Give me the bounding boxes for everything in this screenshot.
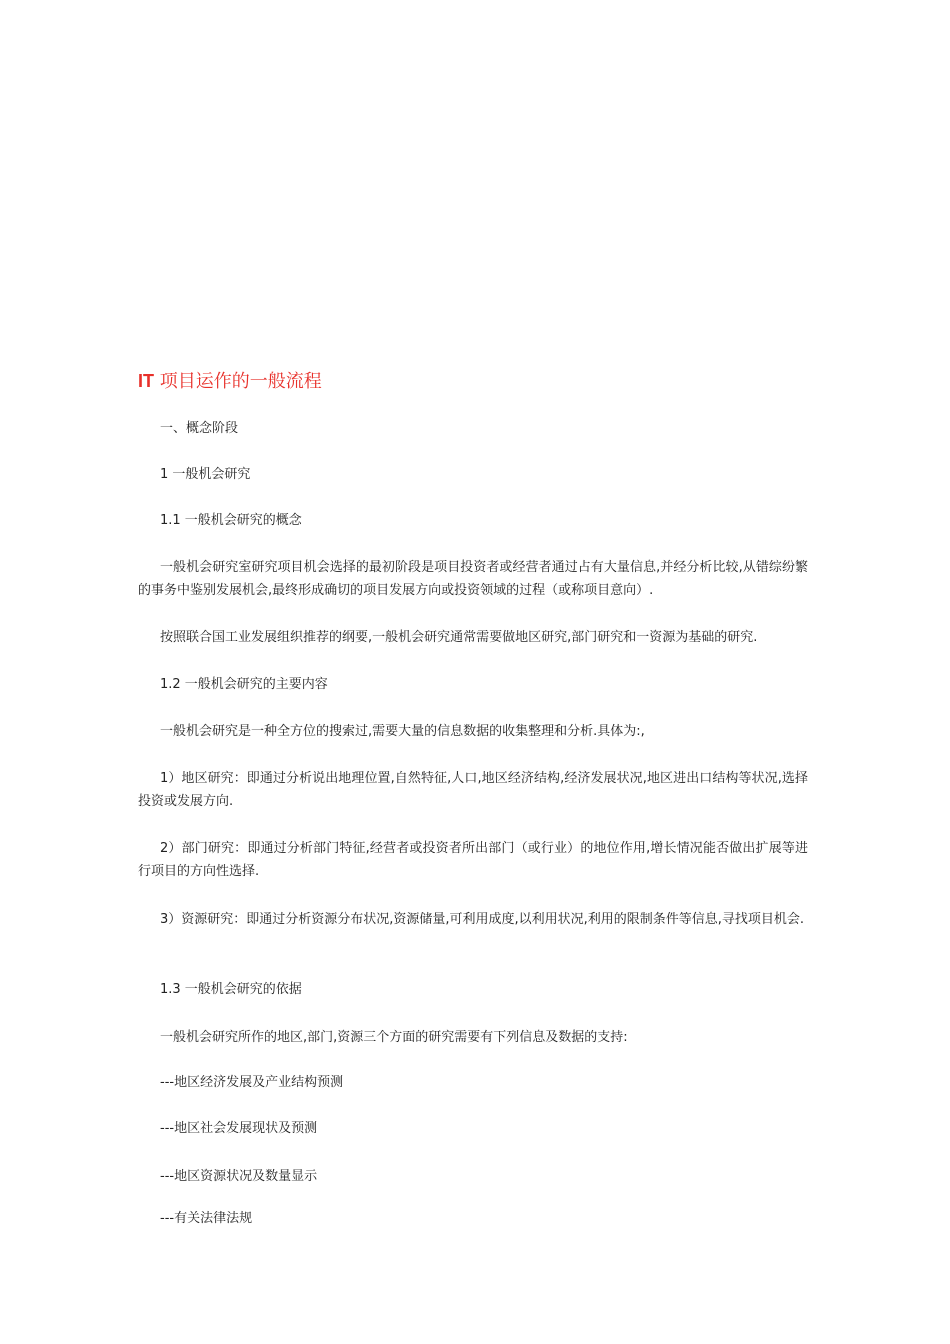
subsection-heading-general-opportunity-study: 1 一般机会研究 <box>160 467 251 482</box>
paragraph-unido-outline: 按照联合国工业发展组织推荐的纲要,一般机会研究通常需要做地区研究,部门研究和一资源为基础的研究. <box>160 630 758 645</box>
dash-item-resource-status: ---地区资源状况及数量显示 <box>160 1169 318 1184</box>
dash-item-laws-regulations: ---有关法律法规 <box>160 1211 253 1226</box>
paragraph-basis-requirements: 一般机会研究所作的地区,部门,资源三个方面的研究需要有下列信息及数据的支持: <box>160 1030 628 1045</box>
title-latin-part: IT <box>138 371 154 391</box>
list-item-sector-study: 2）部门研究：即通过分析部门特征,经营者或投资者所出部门（或行业）的地位作用,增长情况能否做出扩展等进行项目的方向性选择. <box>138 841 808 879</box>
title-text-part: 项目运作的一般流程 <box>154 371 322 392</box>
dash-item-social-development: ---地区社会发展现状及预测 <box>160 1121 318 1136</box>
subsection-heading-1-2: 1.2 一般机会研究的主要内容 <box>160 677 328 692</box>
dash-item-economic-forecast: ---地区经济发展及产业结构预测 <box>160 1075 344 1090</box>
section-heading-concept-stage: 一、概念阶段 <box>160 421 239 436</box>
document-title <box>138 368 322 395</box>
paragraph-main-content: 一般机会研究是一种全方位的搜索过,需要大量的信息数据的收集整理和分析.具体为:, <box>160 724 645 739</box>
paragraph-concept-definition: 一般机会研究室研究项目机会选择的最初阶段是项目投资者或经营者通过占有大量信息,并经分析比较,从错综纷繁的事务中鉴别发展机会,最终形成确切的项目发展方向或投资领域的过程（或称项目意向）. <box>138 560 808 598</box>
subsection-heading-1-3: 1.3 一般机会研究的依据 <box>160 982 302 997</box>
list-item-resource-study: 3）资源研究：即通过分析资源分布状况,资源储量,可利用成度,以利用状况,利用的限制条件等信息,寻找项目机会. <box>160 912 805 927</box>
list-item-regional-study: 1）地区研究：即通过分析说出地理位置,自然特征,人口,地区经济结构,经济发展状况,地区进出口结构等状况,选择投资或发展方向. <box>138 771 808 809</box>
subsection-heading-1-1: 1.1 一般机会研究的概念 <box>160 513 302 528</box>
